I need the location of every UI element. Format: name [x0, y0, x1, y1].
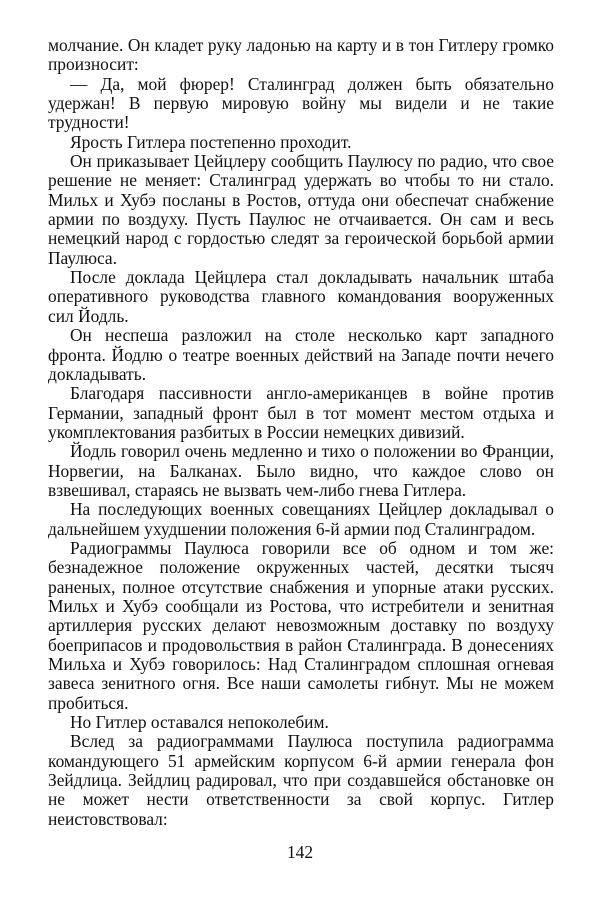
paragraph-5: После доклада Цейцлера стал докладывать начальник штаба оперативного руководства главного командования вооруженных сил Йодль.: [48, 267, 554, 326]
page-number: 142: [286, 842, 314, 862]
paragraph-1: молчание. Он кладет руку ладонью на карту и в тон Гитлеру громко произносит:: [48, 35, 554, 75]
paragraph-8: Йодль говорил очень медленно и тихо о положении во Франции, Норвегии, на Балканах. Было видно, что каждое слово он взвешивал, стараясь не вызвать чем-либо гнева Гитлера.: [48, 441, 554, 500]
paragraph-7: Благодаря пассивности англо-американцев в войне против Германии, западный фронт был в тот момент местом отдыха и укомплектования разбитых в России немецких дивизий.: [48, 383, 554, 442]
paragraph-9: На последующих военных совещаниях Цейцлер докладывал о дальнейшем ухудшении положения 6-й армии под Сталинградом.: [48, 499, 554, 539]
paragraph-11: Но Гитлер оставался непоколебим.: [70, 712, 329, 733]
page-body: [48, 36, 554, 829]
paragraph-3: Ярость Гитлера постепенно проходит.: [70, 131, 352, 152]
paragraph-10: Радиограммы Паулюса говорили все об одном и том же: безнадежное положение окруженных частей, десятки тысяч раненых, полное отсутствие снабжения и упорные атаки русских. Мильх и Хубэ сообщали из Ростова, что истребители и зенитная артиллерия русских делают невозможным доставку по воздуху боеприпасов и продовольствия в район Сталинграда. В донесениях Мильха и Хубэ говорилось: Над Сталинградом сплошная огневая завеса зенитного огня. Все наши самолеты гибнут. Мы не можем пробиться.: [48, 537, 554, 713]
paragraph-2: — Да, мой фюрер! Сталинград должен быть обязательно удержан! В первую мировую войну мы видели и не такие трудности!: [48, 73, 554, 133]
paragraph-4: Он приказывает Цейцлеру сообщить Паулюсу по радио, что свое решение не меняет: Сталинград удержать во чтобы то ни стало. Мильх и Хубэ посланы в Ростов, оттуда они обеспечат снабжение армии по воздуху. Пусть Паулюс не отчаивается. Он сам и весь немецкий народ с гордостью следят за героической борьбой армии Паулюса.: [48, 151, 554, 268]
paragraph-12: Вслед за радиограммами Паулюса поступила радиограмма командующего 51 армейским корпусом 6-й армии генерала фон Зейдлица. Зейдлиц радировал, что при создавшейся обстановке он не может нести ответственности за свой корпус. Гитлер неистовствовал:: [48, 731, 554, 829]
paragraph-6: Он неспеша разложил на столе несколько карт западного фронта. Йодлю о театре военных действий на Западе почти нечего докладывать.: [48, 325, 554, 384]
